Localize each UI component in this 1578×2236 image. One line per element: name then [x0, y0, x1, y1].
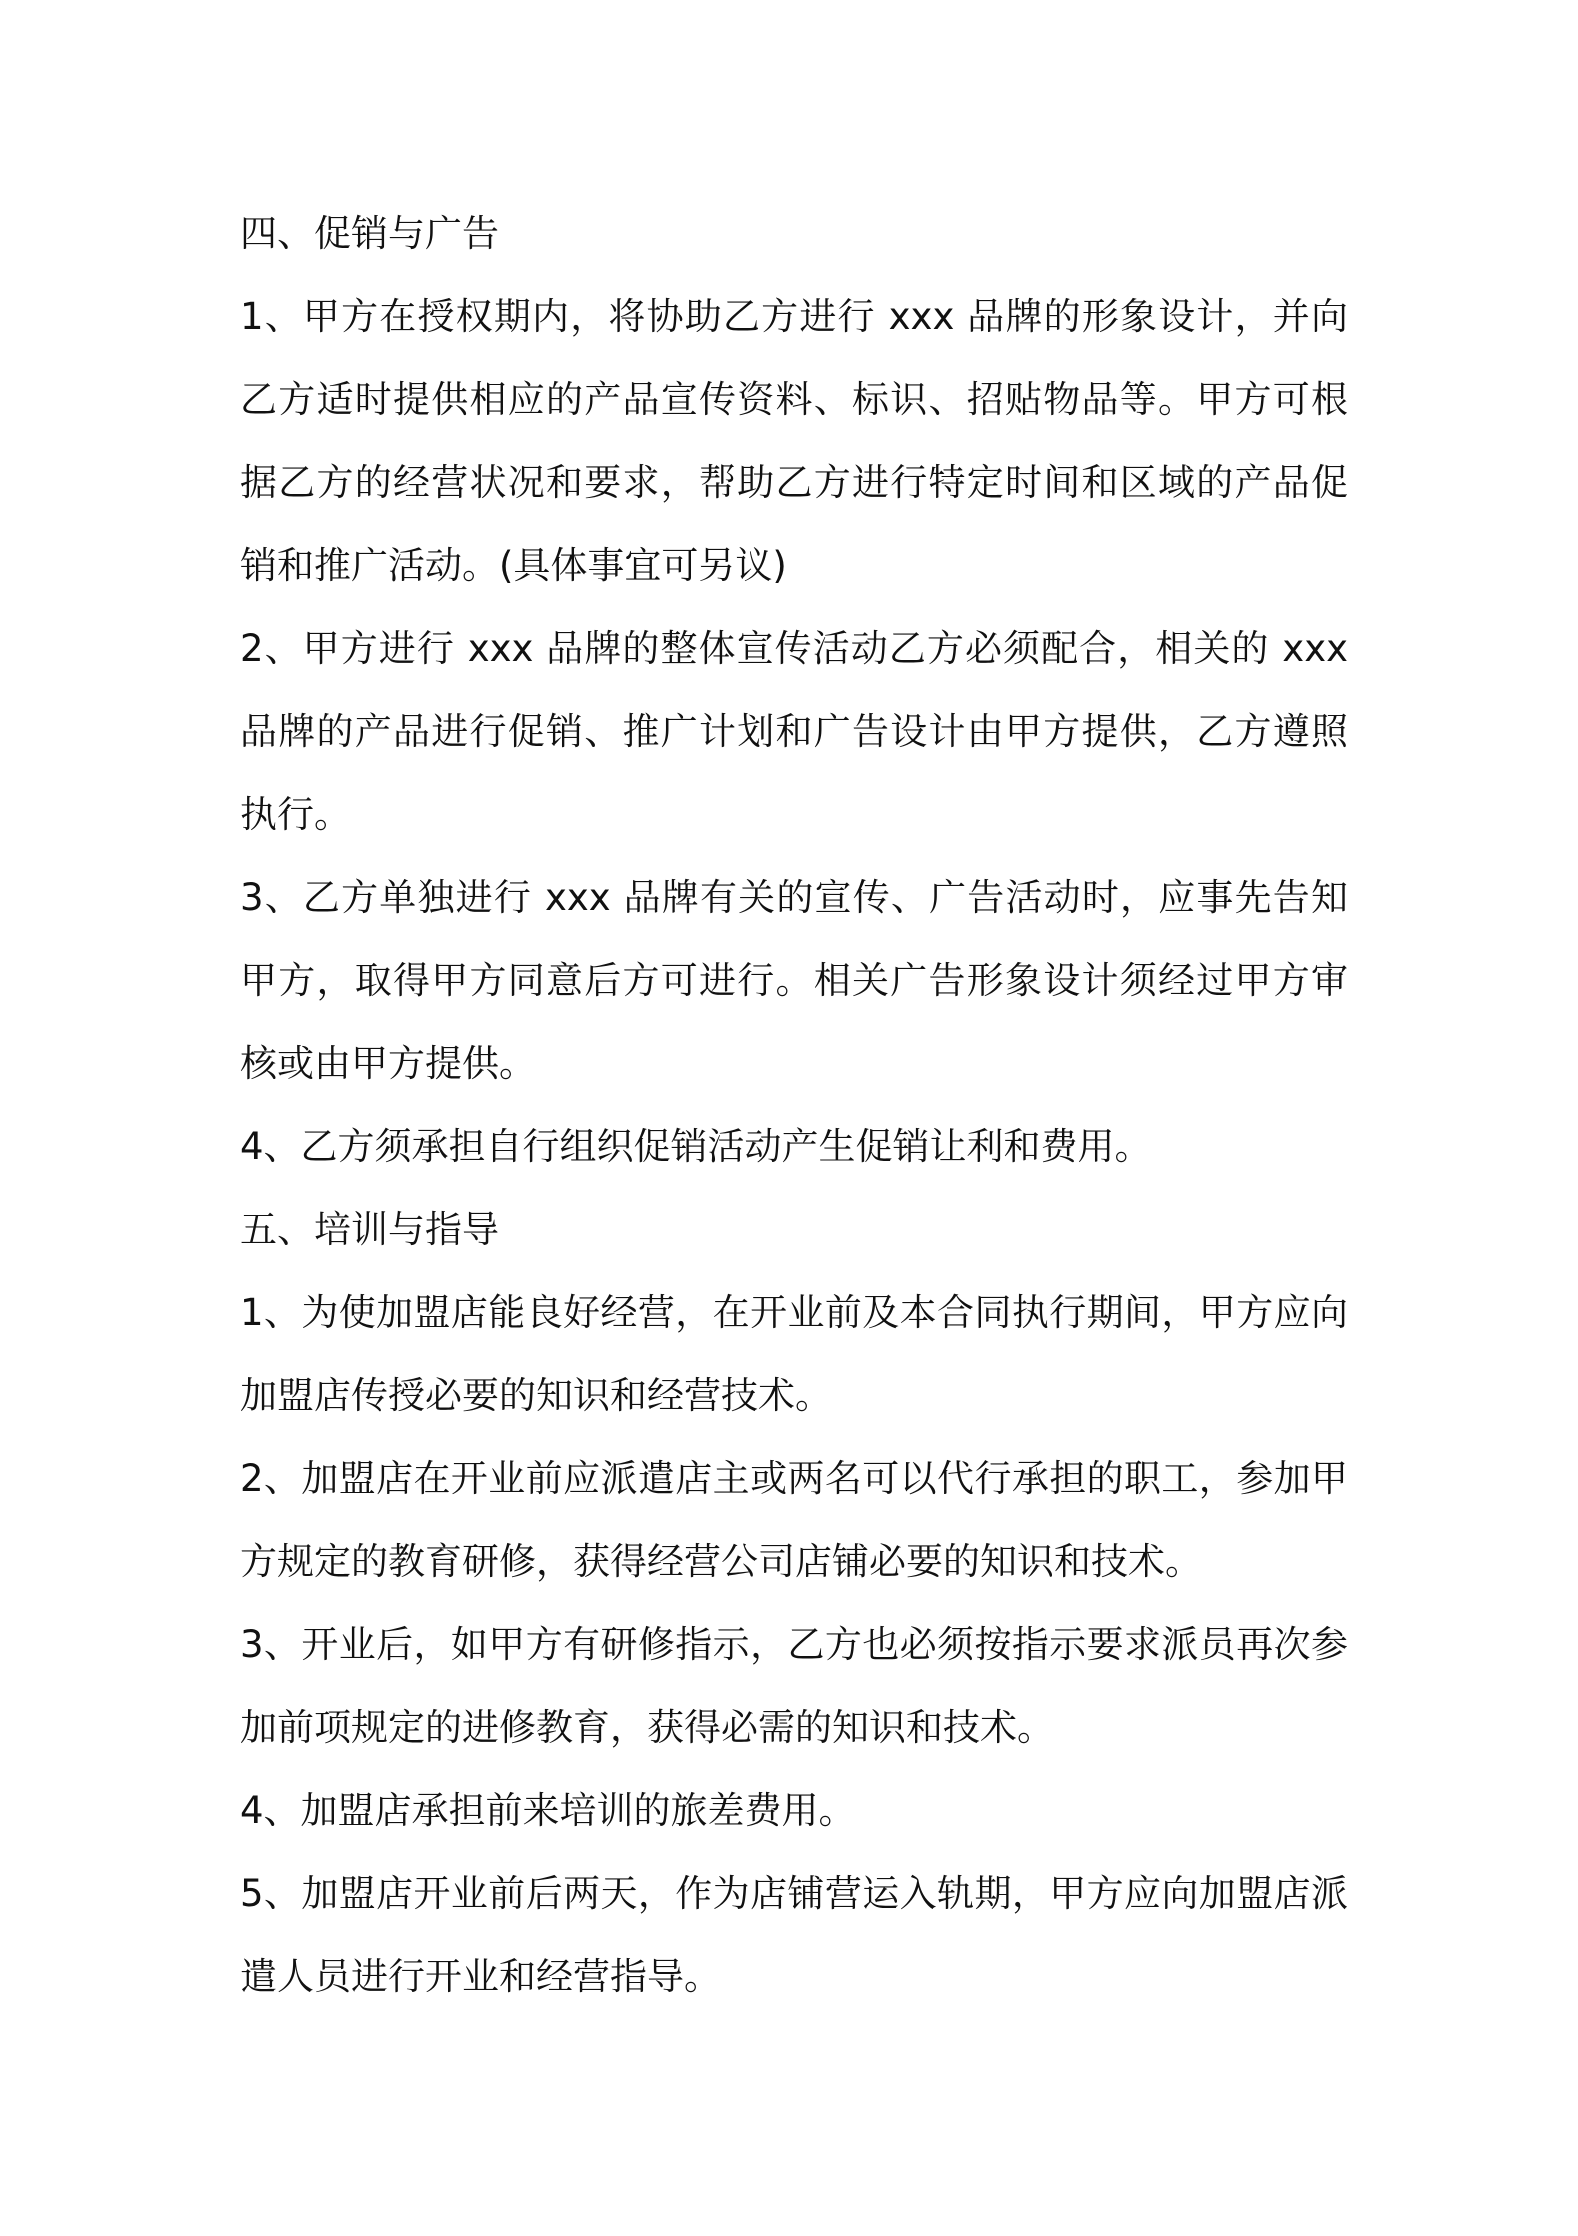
clause-training-5: 5、加盟店开业前后两天，作为店铺营运入轨期，甲方应向加盟店派遣人员进行开业和经营指导。 — [240, 1872, 1348, 1998]
clause-training-4: 4、加盟店承担前来培训的旅差费用。 — [240, 1789, 856, 1832]
clause-promotion-2: 2、甲方进行 xxx 品牌的整体宣传活动乙方必须配合，相关的 xxx 品牌的产品进行促销、推广计划和广告设计由甲方提供，乙方遵照执行。 — [240, 627, 1348, 836]
clause-promotion-1: 1、甲方在授权期内，将协助乙方进行 xxx 品牌的形象设计，并向乙方适时提供相应的产品宣传资料、标识、招贴物品等。甲方可根据乙方的经营状况和要求，帮助乙方进行特定时间和区域的产品促销和推广活动。(具体事宜可另议) — [240, 295, 1348, 587]
clause-training-1: 1、为使加盟店能良好经营，在开业前及本合同执行期间，甲方应向加盟店传授必要的知识和经营技术。 — [240, 1291, 1348, 1417]
clause-promotion-4: 4、乙方须承担自行组织促销活动产生促销让利和费用。 — [240, 1125, 1152, 1168]
clause-training-2: 2、加盟店在开业前应派遣店主或两名可以代行承担的职工，参加甲方规定的教育研修，获得经营公司店铺必要的知识和技术。 — [240, 1457, 1348, 1583]
clause-promotion-3: 3、乙方单独进行 xxx 品牌有关的宣传、广告活动时，应事先告知甲方，取得甲方同意后方可进行。相关广告形象设计须经过甲方审核或由甲方提供。 — [240, 876, 1348, 1085]
clause-training-3: 3、开业后，如甲方有研修指示，乙方也必须按指示要求派员再次参加前项规定的进修教育，获得必需的知识和技术。 — [240, 1623, 1348, 1749]
section-heading-promotion: 四、促销与广告 — [240, 212, 499, 255]
section-heading-training: 五、培训与指导 — [240, 1208, 499, 1251]
